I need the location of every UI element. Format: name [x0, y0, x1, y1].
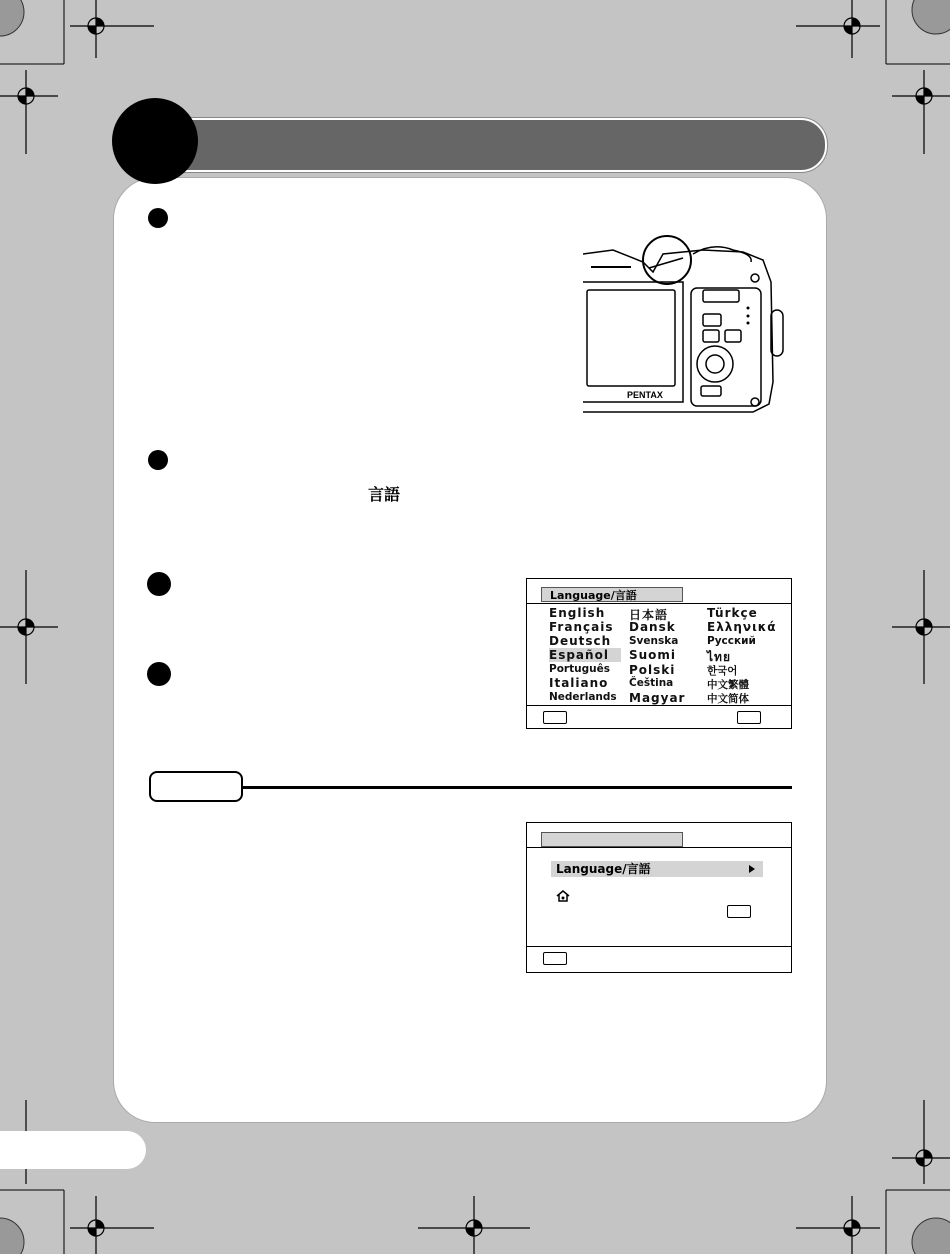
lang-dansk[interactable]: Dansk	[629, 620, 676, 634]
lang-nederlands[interactable]: Nederlands	[549, 691, 617, 703]
lang-svenska[interactable]: Svenska	[629, 635, 679, 647]
step-2-bullet	[148, 450, 168, 470]
lang-russian[interactable]: Русский	[707, 635, 756, 647]
lang-polski[interactable]: Polski	[629, 663, 676, 677]
menu-key-icon	[543, 952, 567, 965]
lang-italiano[interactable]: Italiano	[549, 676, 609, 690]
lang-greek[interactable]: Ελληνικά	[707, 620, 777, 634]
language-word: 言語	[368, 485, 401, 504]
menu-key-icon	[543, 711, 567, 724]
world-time-home-icon	[555, 889, 571, 903]
language-tab-label: Language/言語	[541, 587, 683, 602]
language-menu-row[interactable]	[551, 861, 763, 877]
lang-english[interactable]: English	[549, 606, 606, 620]
lang-deutsch[interactable]: Deutsch	[549, 634, 612, 648]
section-number-badge	[112, 98, 198, 184]
lang-turkce[interactable]: Türkçe	[707, 606, 758, 620]
lang-chinese-traditional[interactable]: 中文繁體	[707, 679, 749, 691]
lang-japanese[interactable]: 日本語	[629, 608, 669, 622]
arrow-right-icon	[749, 865, 755, 873]
ok-key-icon	[727, 905, 751, 918]
lang-portugues[interactable]: Português	[549, 663, 610, 675]
ok-key-icon	[737, 711, 761, 724]
language-selection-screen	[526, 578, 792, 729]
memo-tab	[149, 771, 243, 802]
step-4-bullet	[147, 662, 171, 686]
settings-tab	[541, 832, 683, 847]
lang-thai[interactable]: ไทย	[707, 650, 731, 664]
language-menu-label: Language/言語	[556, 862, 651, 876]
lang-espanol-selected[interactable]: Español	[549, 648, 621, 662]
lang-cestina[interactable]: Čeština	[629, 677, 674, 689]
lang-korean[interactable]: 한국어	[707, 665, 738, 677]
section-title-bar	[150, 118, 827, 172]
lang-chinese-simplified[interactable]: 中文简体	[707, 693, 749, 705]
settings-menu-screen	[526, 822, 792, 973]
lang-francais[interactable]: Français	[549, 620, 614, 634]
step-3-bullet	[147, 572, 171, 596]
lang-magyar[interactable]: Magyar	[629, 691, 686, 705]
step-1-bullet	[148, 208, 168, 228]
camera-illustration	[583, 232, 793, 418]
camera-brand: PENTAX	[627, 390, 663, 400]
page-number-tab	[0, 1131, 146, 1169]
lang-suomi[interactable]: Suomi	[629, 648, 677, 662]
memo-rule	[241, 786, 792, 789]
